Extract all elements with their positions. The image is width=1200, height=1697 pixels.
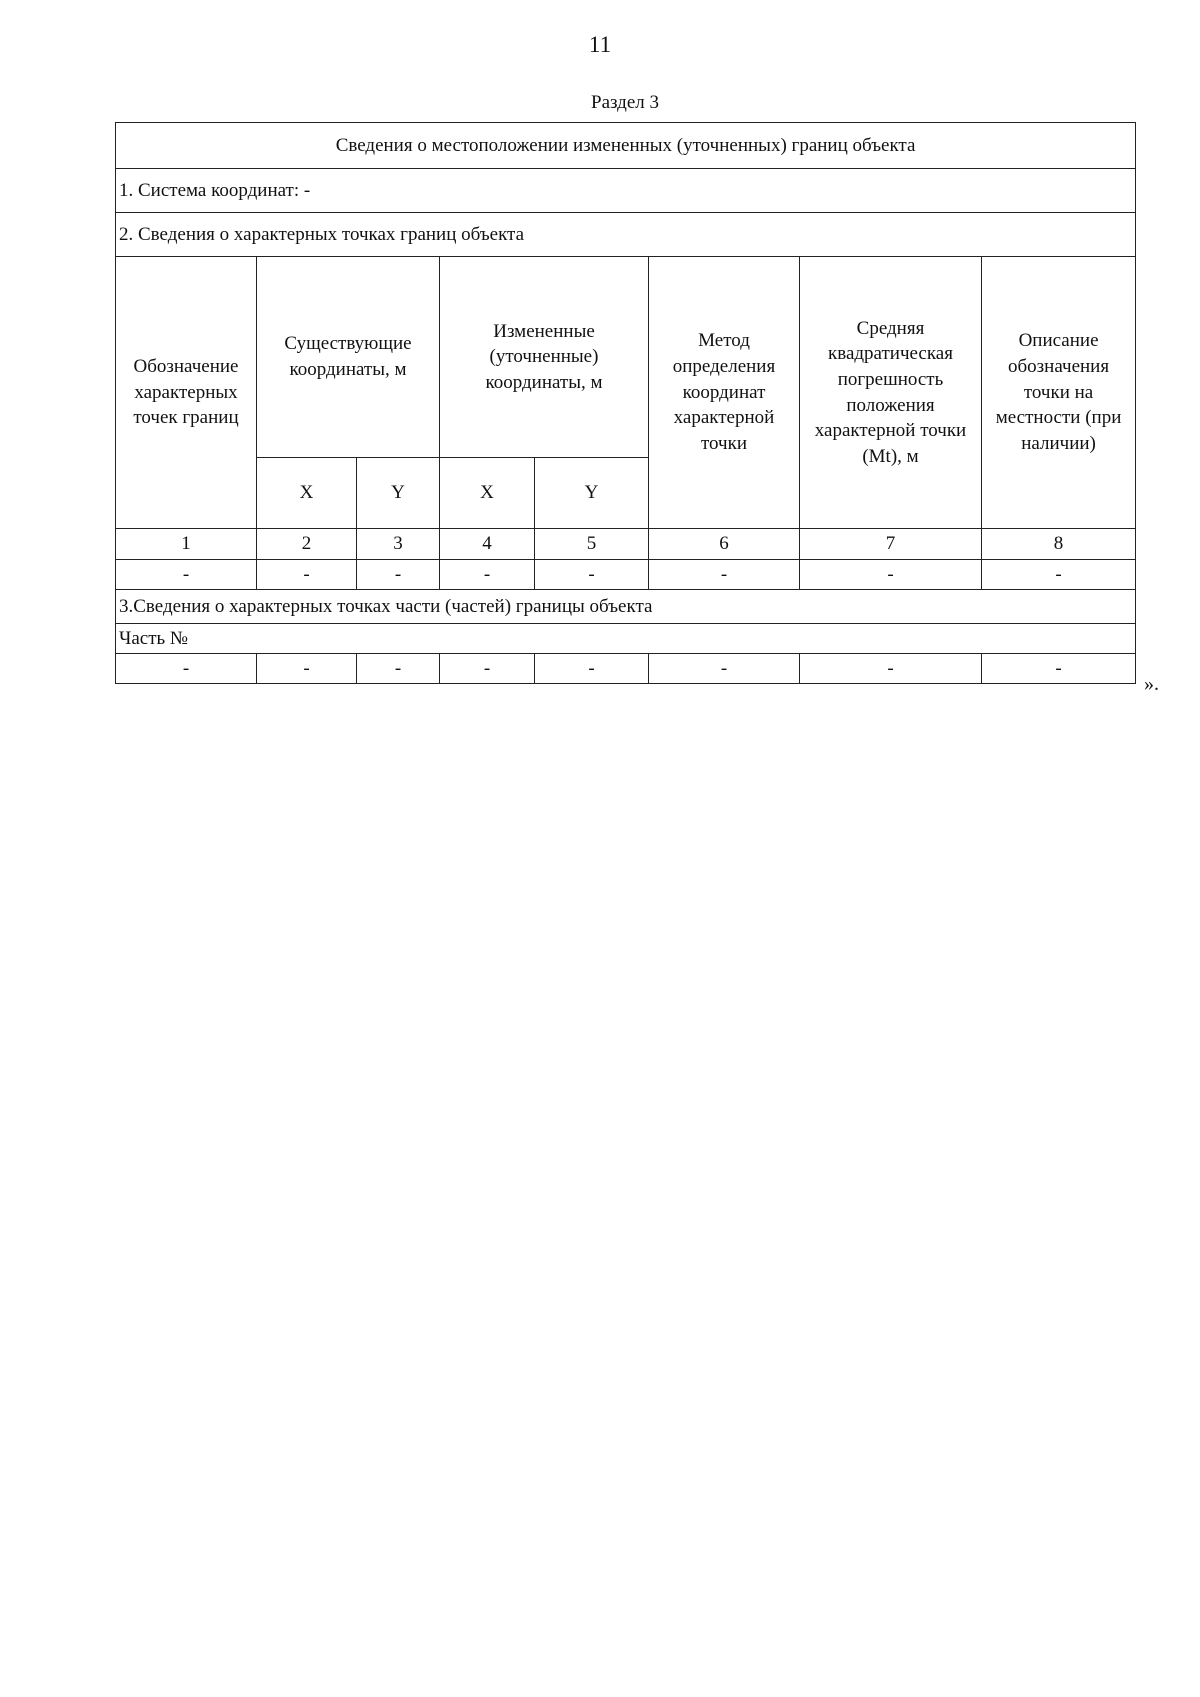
table-cell: -	[982, 654, 1136, 684]
points-section-heading: 2. Сведения о характерных точках границ объекта	[116, 213, 1136, 257]
parts-section-heading: 3.Сведения о характерных точках части (частей) границы объекта	[116, 590, 1136, 624]
header-x-existing: X	[257, 458, 357, 529]
table-cell: -	[257, 560, 357, 590]
column-number: 7	[800, 529, 982, 560]
column-number: 5	[535, 529, 649, 560]
table-cell: -	[649, 654, 800, 684]
column-number: 8	[982, 529, 1136, 560]
header-y-changed: Y	[535, 458, 649, 529]
table-cell: -	[535, 654, 649, 684]
column-number: 3	[357, 529, 440, 560]
table-cell: -	[257, 654, 357, 684]
header-changed-coordinates: Измененные (уточненные) координаты, м	[440, 257, 649, 458]
column-number: 1	[116, 529, 257, 560]
table-row	[116, 560, 1136, 590]
table-cell: -	[116, 560, 257, 590]
table-row	[116, 654, 1136, 684]
column-number: 4	[440, 529, 535, 560]
header-y-existing: Y	[357, 458, 440, 529]
section-title: Раздел 3	[591, 92, 659, 113]
table-cell: -	[535, 560, 649, 590]
part-number-label: Часть №	[116, 624, 1136, 654]
table-cell: -	[800, 560, 982, 590]
boundary-points-table	[115, 122, 1136, 684]
table-cell: -	[357, 654, 440, 684]
page-number: 11	[588, 32, 612, 57]
table-cell: -	[649, 560, 800, 590]
table-cell: -	[982, 560, 1136, 590]
header-method: Метод определения координат характерной точки	[649, 257, 800, 529]
table-cell: -	[440, 654, 535, 684]
header-existing-coordinates: Существующие координаты, м	[257, 257, 440, 458]
column-numbers-row	[116, 529, 1136, 560]
table-title: Сведения о местоположении измененных (уточненных) границ объекта	[116, 123, 1136, 169]
column-number: 2	[257, 529, 357, 560]
header-description: Описание обозначения точки на местности (при наличии)	[982, 257, 1136, 529]
table-cell: -	[440, 560, 535, 590]
header-x-changed: X	[440, 458, 535, 529]
table-cell: -	[116, 654, 257, 684]
table-cell: -	[357, 560, 440, 590]
closing-quote: ».	[1144, 673, 1159, 695]
table-cell: -	[800, 654, 982, 684]
column-number: 6	[649, 529, 800, 560]
header-mean-error: Средняя квадратическая погрешность положения характерной точки (Mt), м	[800, 257, 982, 529]
header-point-designation: Обозначение характерных точек границ	[116, 257, 257, 529]
coordinate-system-row: 1. Система координат: -	[116, 169, 1136, 213]
